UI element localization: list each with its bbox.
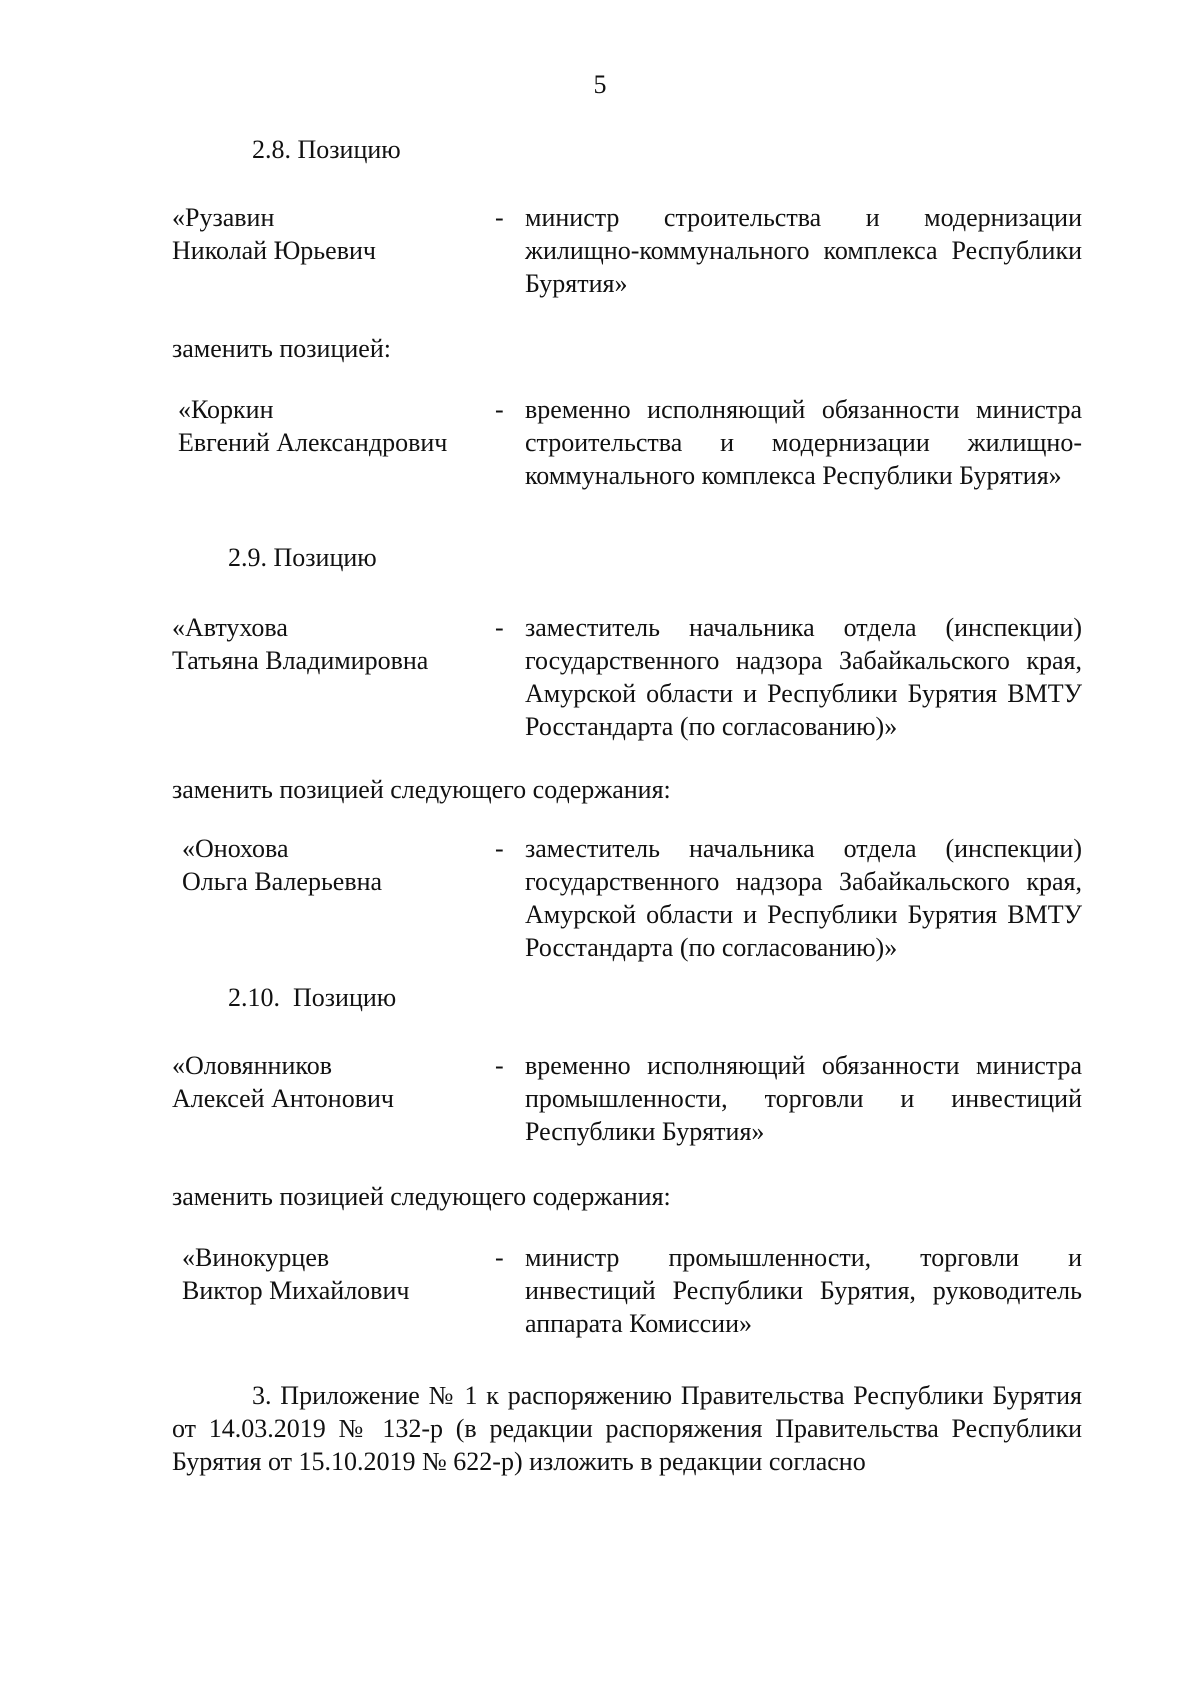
replace-instruction: заменить позицией следующего содержания: <box>172 1182 671 1211</box>
dash-separator: - <box>495 203 504 232</box>
person-name <box>178 393 447 459</box>
dash-separator: - <box>495 834 504 863</box>
section-heading-2-9: 2.9. Позицию <box>228 543 377 572</box>
name-line-surname: «Оловянников <box>172 1051 332 1080</box>
position-description: министр промышленности, торговли и инвестиций Республики Бурятия, руководитель аппарата Комиссии» <box>525 1243 1082 1338</box>
dash-separator: - <box>495 1243 504 1272</box>
name-line-given: Николай Юрьевич <box>172 236 376 265</box>
replace-instruction: заменить позицией следующего содержания: <box>172 775 671 804</box>
section-heading-2-8: 2.8. Позицию <box>252 135 401 164</box>
name-line-surname: «Рузавин <box>172 203 275 232</box>
name-line-surname: «Коркин <box>178 395 274 424</box>
position-description: заместитель начальника отдела (инспекции) государственного надзора Забайкальского края, Амурской области и Республики Бурятия ВМТУ Росстандарта (по согласованию)» <box>525 613 1082 741</box>
section-heading-2-10: 2.10. Позицию <box>228 983 397 1012</box>
person-name <box>172 1049 394 1115</box>
dash-separator: - <box>495 613 504 642</box>
name-line-given: Виктор Михайлович <box>182 1276 410 1305</box>
position-description: временно исполняющий обязанности министра строительства и модернизации жилищно-коммунального комплекса Республики Бурятия» <box>525 395 1082 490</box>
paragraph-3: 3. Приложение № 1 к распоряжению Правительства Республики Бурятия от 14.03.2019 № 132-р (в редакции распоряжения Правительства Республики Бурятия от 15.10.2019 № 622-р) изложить в редакции согласно <box>172 1381 1082 1476</box>
name-line-given: Евгений Александрович <box>178 428 448 457</box>
person-name <box>182 1241 409 1307</box>
person-name <box>172 201 376 267</box>
name-line-given: Ольга Валерьевна <box>182 867 383 896</box>
page-number: 5 <box>593 70 607 99</box>
dash-separator: - <box>495 395 504 424</box>
person-name <box>172 611 428 677</box>
dash-separator: - <box>495 1051 504 1080</box>
position-description: заместитель начальника отдела (инспекции) государственного надзора Забайкальского края, Амурской области и Республики Бурятия ВМТУ Росстандарта (по согласованию)» <box>525 834 1082 962</box>
name-line-given: Татьяна Владимировна <box>172 646 429 675</box>
name-line-surname: «Винокурцев <box>182 1243 330 1272</box>
name-line-surname: «Автухова <box>172 613 288 642</box>
name-line-surname: «Онохова <box>182 834 289 863</box>
position-description: министр строительства и модернизации жилищно-коммунального комплекса Республики Бурятия» <box>525 203 1082 298</box>
name-line-given: Алексей Антонович <box>172 1084 394 1113</box>
position-description: временно исполняющий обязанности министра промышленности, торговли и инвестиций Республики Бурятия» <box>525 1051 1082 1146</box>
replace-instruction: заменить позицией: <box>172 334 391 363</box>
person-name <box>182 832 382 898</box>
